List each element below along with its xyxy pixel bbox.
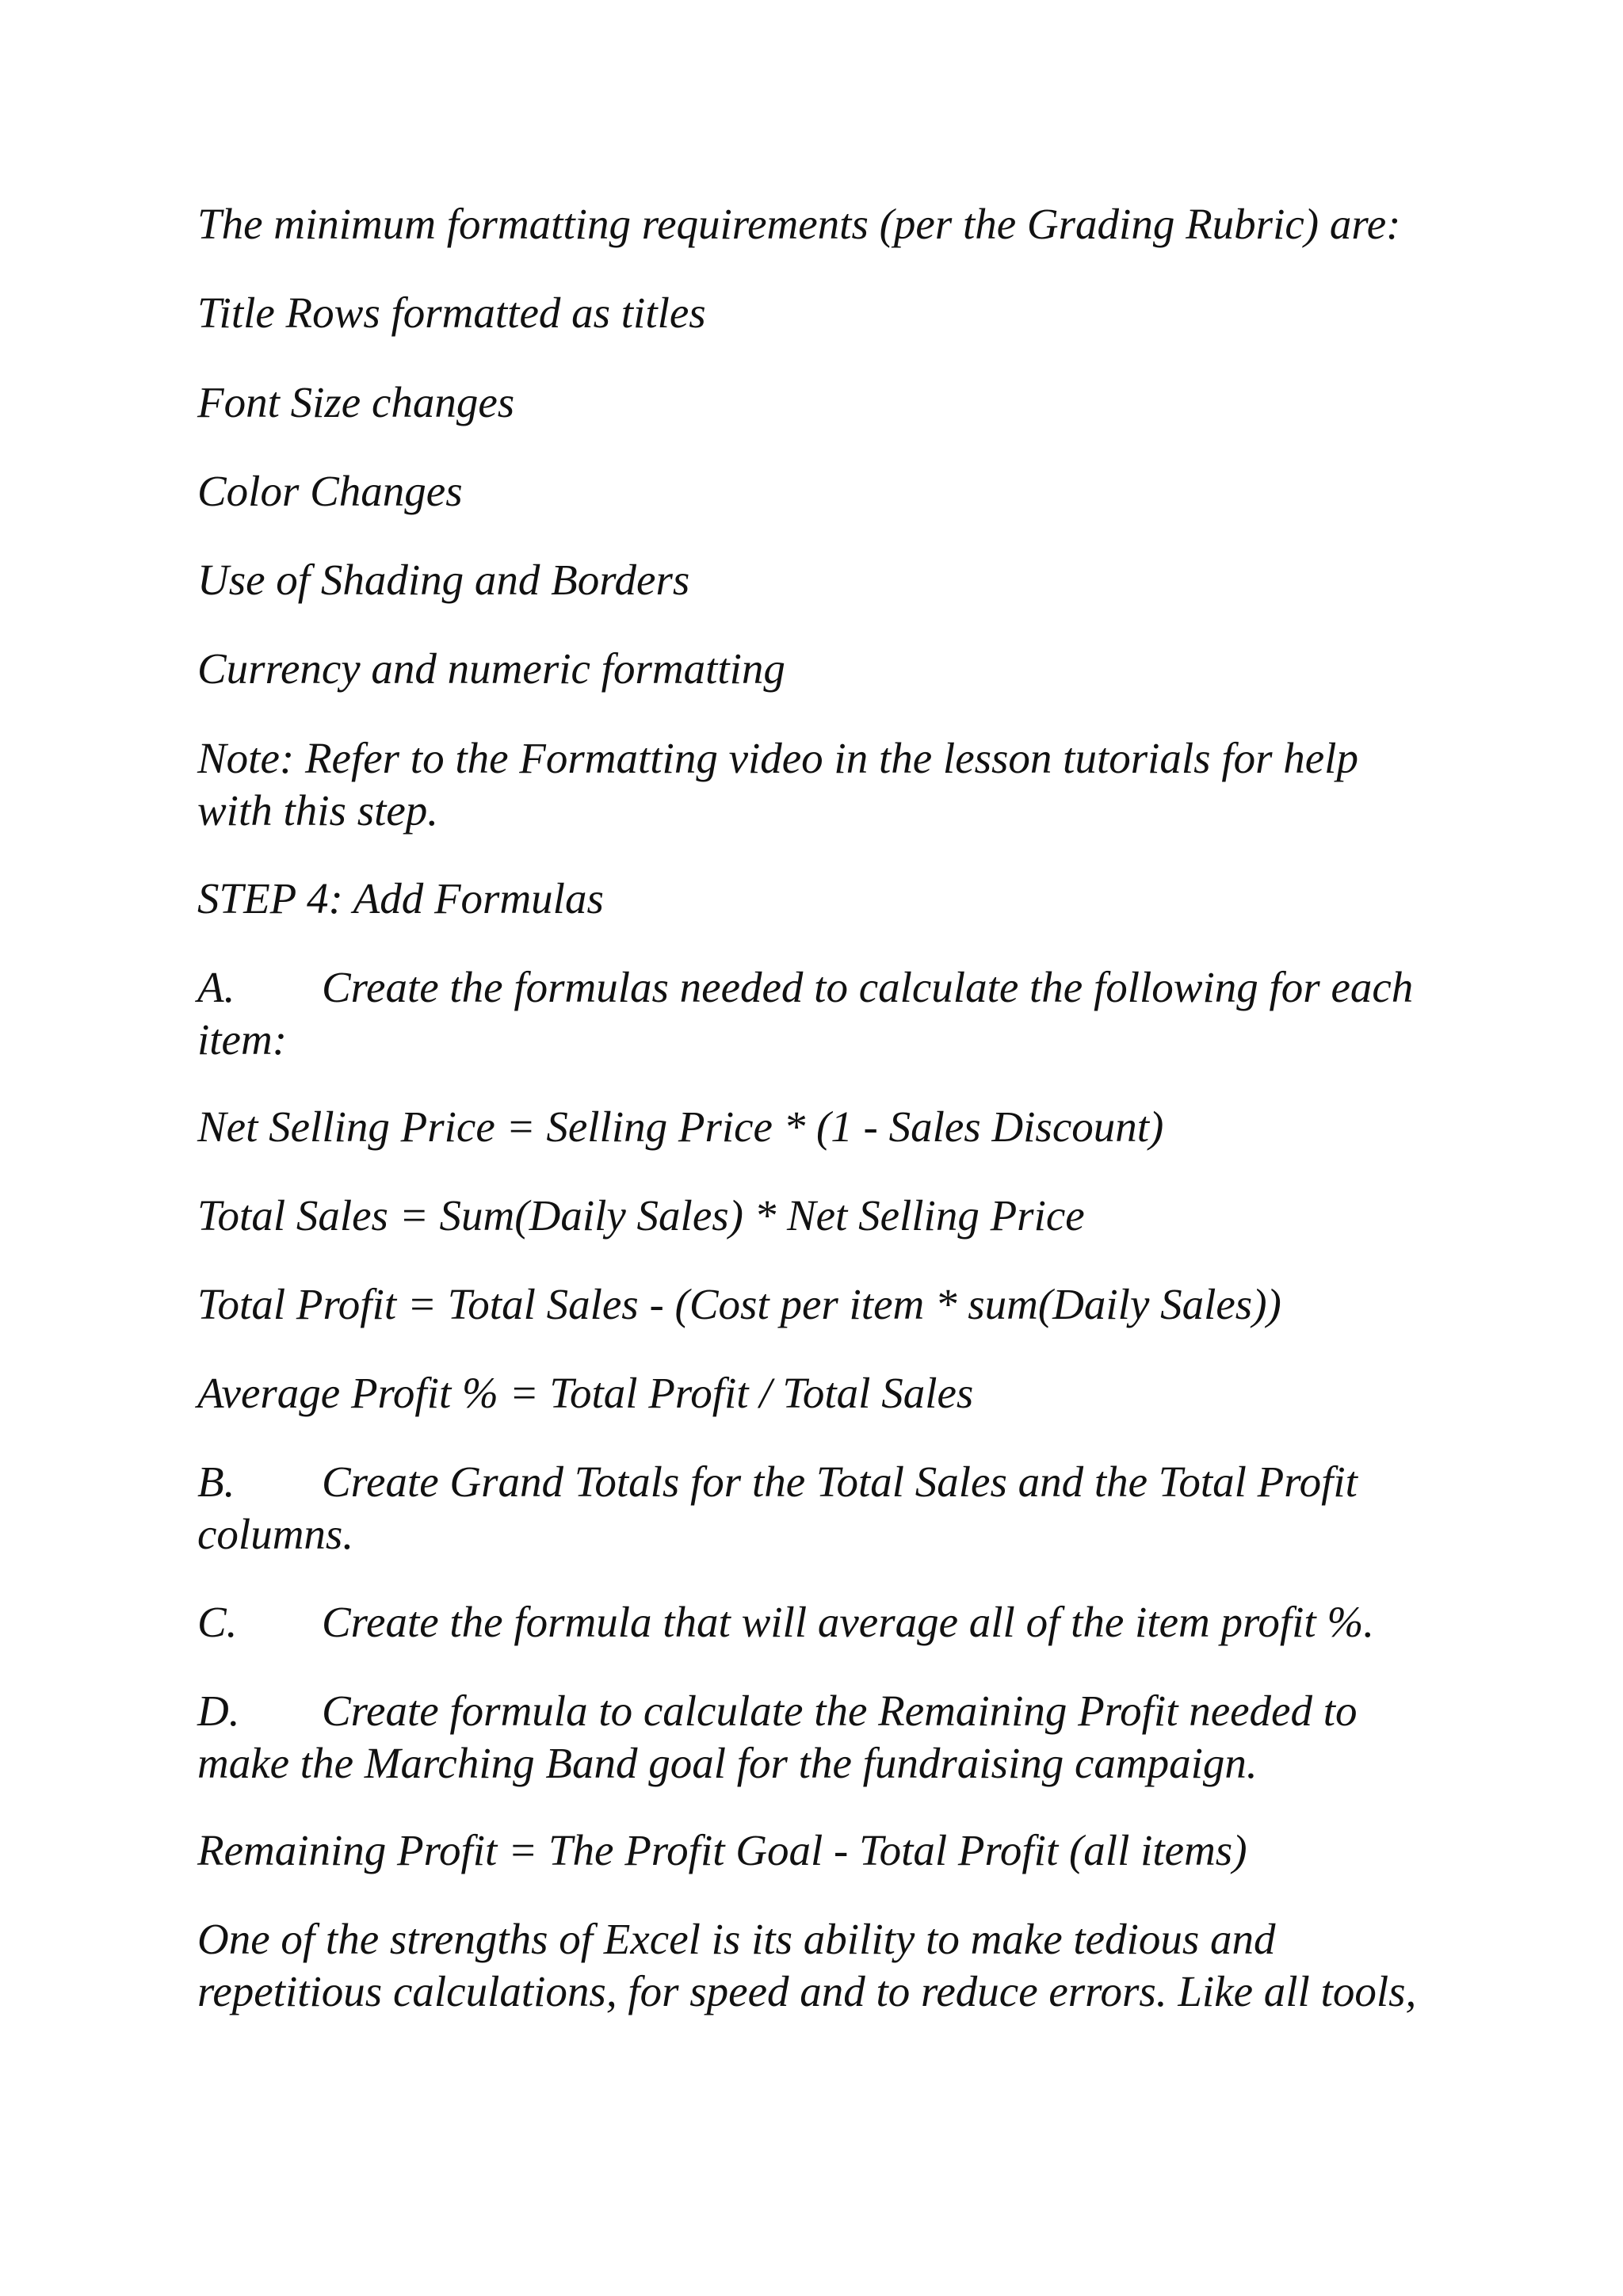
formula-remaining-profit bbox=[197, 1824, 1247, 1877]
formatting-video-note bbox=[197, 732, 1358, 837]
item-label: C. bbox=[197, 1598, 238, 1646]
paragraph-line: with this step. bbox=[197, 786, 439, 835]
paragraph-line: Note: Refer to the Formatting video in the lesson tutorials for help bbox=[197, 734, 1358, 782]
requirement-font-size bbox=[197, 376, 514, 429]
item-a bbox=[197, 961, 1413, 1066]
item-label: D. bbox=[197, 1687, 240, 1735]
requirement-shading-borders bbox=[197, 554, 689, 606]
paragraph-line: make the Marching Band goal for the fundraising campaign. bbox=[197, 1739, 1258, 1787]
paragraph-line: Create the formula that will average all of the item profit %. bbox=[322, 1598, 1375, 1646]
paragraph-line: Color Changes bbox=[197, 467, 463, 515]
formula-net-selling-price bbox=[197, 1101, 1163, 1153]
paragraph-line: Create Grand Totals for the Total Sales and the Total Profit bbox=[322, 1457, 1358, 1506]
item-label: A. bbox=[197, 963, 235, 1011]
paragraph-line: Average Profit % = Total Profit / Total Sales bbox=[197, 1369, 974, 1417]
paragraph-line: columns. bbox=[197, 1510, 354, 1558]
item-b bbox=[197, 1456, 1358, 1561]
paragraph-line: repetitious calculations, for speed and to reduce errors. Like all tools, bbox=[197, 1967, 1417, 2015]
formula-average-profit bbox=[197, 1367, 973, 1419]
requirement-color bbox=[197, 465, 463, 518]
requirement-currency-format bbox=[197, 643, 785, 695]
paragraph-line: Create the formulas needed to calculate the following for each bbox=[322, 963, 1414, 1011]
paragraph-line: STEP 4: Add Formulas bbox=[197, 874, 604, 923]
step-4-heading bbox=[197, 873, 604, 925]
item-label: B. bbox=[197, 1457, 235, 1506]
formula-total-profit bbox=[197, 1278, 1281, 1331]
paragraph-line: One of the strengths of Excel is its ability to make tedious and bbox=[197, 1915, 1276, 1963]
paragraph-line: Total Profit = Total Sales - (Cost per item * sum(Daily Sales)) bbox=[197, 1280, 1281, 1328]
formatting-requirements-intro bbox=[197, 198, 1400, 250]
paragraph-line: The minimum formatting requirements (per the Grading Rubric) are: bbox=[197, 200, 1401, 248]
paragraph-line: item: bbox=[197, 1015, 288, 1064]
paragraph-line: Remaining Profit = The Profit Goal - Total Profit (all items) bbox=[197, 1826, 1247, 1874]
paragraph-line: Total Sales = Sum(Daily Sales) * Net Selling Price bbox=[197, 1191, 1085, 1240]
formula-total-sales bbox=[197, 1190, 1085, 1242]
paragraph-line: Create formula to calculate the Remaining Profit needed to bbox=[322, 1687, 1358, 1735]
excel-strengths-paragraph bbox=[197, 1913, 1416, 2018]
item-d bbox=[197, 1685, 1358, 1790]
paragraph-line: Net Selling Price = Selling Price * (1 - Sales Discount) bbox=[197, 1102, 1164, 1151]
paragraph-line: Use of Shading and Borders bbox=[197, 556, 690, 604]
item-c bbox=[197, 1596, 1374, 1648]
paragraph-line: Currency and numeric formatting bbox=[197, 644, 785, 693]
paragraph-line: Title Rows formatted as titles bbox=[197, 288, 706, 337]
paragraph-line: Font Size changes bbox=[197, 378, 515, 426]
requirement-title-rows bbox=[197, 287, 706, 339]
